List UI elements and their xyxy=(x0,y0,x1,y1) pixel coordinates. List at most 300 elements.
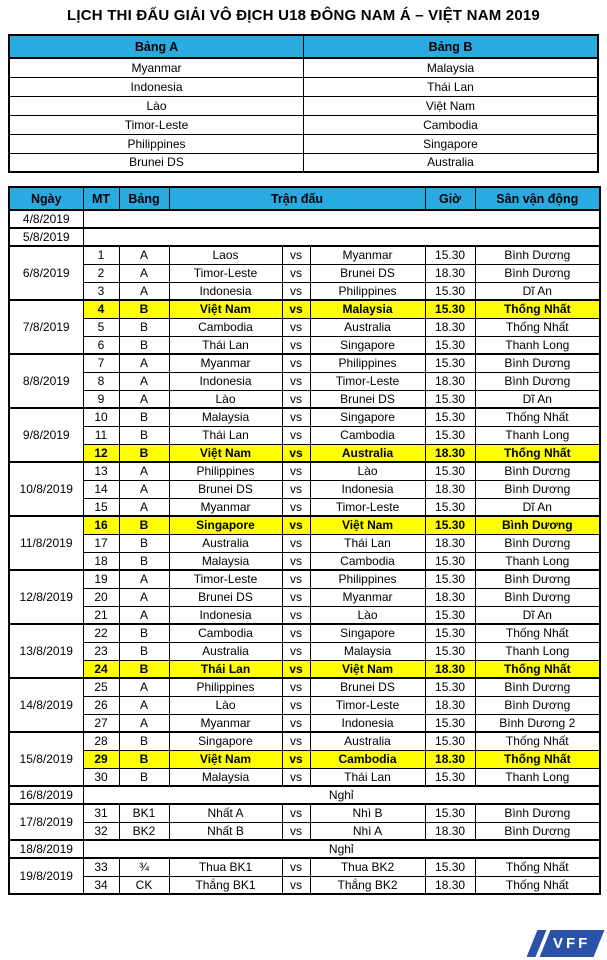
match-time-cell: 15.30 xyxy=(425,606,475,624)
venue-cell: Bình Dương xyxy=(475,588,600,606)
vs-label-cell: vs xyxy=(282,462,310,480)
match-row xyxy=(9,660,600,678)
match-number-cell: 13 xyxy=(83,462,119,480)
home-team-cell: Nhất B xyxy=(169,822,282,840)
match-number-cell: 15 xyxy=(83,498,119,516)
away-team-cell: Indonesia xyxy=(310,714,425,732)
match-row xyxy=(9,732,600,750)
home-team-cell: Thắng BK1 xyxy=(169,876,282,894)
group-a-team: Lào xyxy=(9,96,304,115)
venue-cell: Bình Dương xyxy=(475,480,600,498)
match-number-cell: 8 xyxy=(83,372,119,390)
away-team-cell: Cambodia xyxy=(310,552,425,570)
away-team-cell: Indonesia xyxy=(310,480,425,498)
match-time-cell: 15.30 xyxy=(425,408,475,426)
date-cell: 7/8/2019 xyxy=(9,300,83,354)
match-group-cell: B xyxy=(119,642,169,660)
date-cell: 16/8/2019 xyxy=(9,786,83,804)
group-header-b: Bảng B xyxy=(304,35,599,58)
page-title: LỊCH THI ĐẤU GIẢI VÔ ĐỊCH U18 ĐÔNG NAM Á – VIỆT NAM 2019 xyxy=(67,7,540,24)
match-group-cell: BK2 xyxy=(119,822,169,840)
home-team-cell: Brunei DS xyxy=(169,588,282,606)
date-cell: 13/8/2019 xyxy=(9,624,83,678)
match-group-cell: B xyxy=(119,336,169,354)
away-team-cell: Singapore xyxy=(310,624,425,642)
venue-cell: Thống Nhất xyxy=(475,750,600,768)
home-team-cell: Laos xyxy=(169,246,282,264)
match-time-cell: 18.30 xyxy=(425,750,475,768)
away-team-cell: Malaysia xyxy=(310,300,425,318)
vs-label-cell: vs xyxy=(282,498,310,516)
away-team-cell: Việt Nam xyxy=(310,660,425,678)
vff-logo-flag xyxy=(540,930,605,957)
away-team-cell: Australia xyxy=(310,732,425,750)
venue-cell: Thanh Long xyxy=(475,426,600,444)
match-number-cell: 3 xyxy=(83,282,119,300)
match-row xyxy=(9,390,600,408)
match-time-cell: 15.30 xyxy=(425,858,475,876)
vs-label-cell: vs xyxy=(282,804,310,822)
home-team-cell: Australia xyxy=(169,642,282,660)
home-team-cell: Australia xyxy=(169,534,282,552)
group-a-team: Brunei DS xyxy=(9,153,304,172)
vs-label-cell: vs xyxy=(282,768,310,786)
schedule-table xyxy=(8,186,601,895)
group-b-team: Việt Nam xyxy=(304,96,599,115)
venue-cell: Bình Dương xyxy=(475,372,600,390)
away-team-cell: Lào xyxy=(310,606,425,624)
venue-cell: Dĩ An xyxy=(475,390,600,408)
group-b-team: Australia xyxy=(304,153,599,172)
match-time-cell: 15.30 xyxy=(425,516,475,534)
match-time-cell: 15.30 xyxy=(425,552,475,570)
home-team-cell: Thái Lan xyxy=(169,426,282,444)
match-row xyxy=(9,516,600,534)
match-number-cell: 5 xyxy=(83,318,119,336)
venue-cell: Dĩ An xyxy=(475,606,600,624)
match-time-cell: 18.30 xyxy=(425,822,475,840)
venue-cell: Bình Dương xyxy=(475,354,600,372)
away-team-cell: Philippines xyxy=(310,570,425,588)
rest-note-cell: Nghỉ xyxy=(83,840,600,858)
vs-label-cell: vs xyxy=(282,480,310,498)
venue-cell: Thống Nhất xyxy=(475,732,600,750)
match-time-cell: 15.30 xyxy=(425,768,475,786)
date-cell: 15/8/2019 xyxy=(9,732,83,786)
date-cell: 10/8/2019 xyxy=(9,462,83,516)
match-number-cell: 33 xyxy=(83,858,119,876)
away-team-cell: Thua BK2 xyxy=(310,858,425,876)
home-team-cell: Lào xyxy=(169,696,282,714)
vs-label-cell: vs xyxy=(282,714,310,732)
match-number-cell: 11 xyxy=(83,426,119,444)
match-number-cell: 29 xyxy=(83,750,119,768)
home-team-cell: Thái Lan xyxy=(169,336,282,354)
home-team-cell: Philippines xyxy=(169,678,282,696)
vs-label-cell: vs xyxy=(282,516,310,534)
match-row xyxy=(9,264,600,282)
match-time-cell: 15.30 xyxy=(425,732,475,750)
match-group-cell: CK xyxy=(119,876,169,894)
venue-cell: Thống Nhất xyxy=(475,660,600,678)
match-row xyxy=(9,282,600,300)
vs-label-cell: vs xyxy=(282,858,310,876)
match-time-cell: 18.30 xyxy=(425,444,475,462)
match-time-cell: 18.30 xyxy=(425,660,475,678)
home-team-cell: Brunei DS xyxy=(169,480,282,498)
group-b-team: Singapore xyxy=(304,134,599,153)
away-team-cell: Philippines xyxy=(310,282,425,300)
vs-label-cell: vs xyxy=(282,282,310,300)
empty-day-cell xyxy=(83,210,600,228)
match-number-cell: 31 xyxy=(83,804,119,822)
match-time-cell: 15.30 xyxy=(425,282,475,300)
match-number-cell: 1 xyxy=(83,246,119,264)
venue-cell: Thống Nhất xyxy=(475,876,600,894)
match-time-cell: 18.30 xyxy=(425,372,475,390)
match-row xyxy=(9,552,600,570)
venue-cell: Dĩ An xyxy=(475,282,600,300)
venue-cell: Bình Dương xyxy=(475,516,600,534)
empty-day-cell xyxy=(83,228,600,246)
venue-cell: Thanh Long xyxy=(475,552,600,570)
date-cell: 11/8/2019 xyxy=(9,516,83,570)
vs-label-cell: vs xyxy=(282,624,310,642)
home-team-cell: Malaysia xyxy=(169,552,282,570)
vs-label-cell: vs xyxy=(282,300,310,318)
vs-label-cell: vs xyxy=(282,318,310,336)
match-group-cell: A xyxy=(119,570,169,588)
groups-header-row xyxy=(9,35,598,58)
match-group-cell: A xyxy=(119,390,169,408)
venue-cell: Bình Dương xyxy=(475,246,600,264)
away-team-cell: Cambodia xyxy=(310,750,425,768)
match-row xyxy=(9,822,600,840)
match-number-cell: 24 xyxy=(83,660,119,678)
away-team-cell: Nhì B xyxy=(310,804,425,822)
match-group-cell: A xyxy=(119,264,169,282)
date-cell: 6/8/2019 xyxy=(9,246,83,300)
match-row xyxy=(9,696,600,714)
away-team-cell: Lào xyxy=(310,462,425,480)
vs-label-cell: vs xyxy=(282,372,310,390)
away-team-cell: Malaysia xyxy=(310,642,425,660)
home-team-cell: Myanmar xyxy=(169,714,282,732)
group-teams-row xyxy=(9,115,598,134)
match-number-cell: 22 xyxy=(83,624,119,642)
groups-table-body xyxy=(9,58,598,172)
away-team-cell: Thắng BK2 xyxy=(310,876,425,894)
match-time-cell: 18.30 xyxy=(425,588,475,606)
match-group-cell: A xyxy=(119,606,169,624)
match-number-cell: 21 xyxy=(83,606,119,624)
match-row xyxy=(9,768,600,786)
header-venue: Sân vận động xyxy=(475,187,600,210)
vs-label-cell: vs xyxy=(282,408,310,426)
venue-cell: Thống Nhất xyxy=(475,624,600,642)
match-group-cell: A xyxy=(119,678,169,696)
away-team-cell: Timor-Leste xyxy=(310,372,425,390)
match-row xyxy=(9,444,600,462)
match-number-cell: 32 xyxy=(83,822,119,840)
group-teams-row xyxy=(9,96,598,115)
match-group-cell: A xyxy=(119,354,169,372)
date-cell: 8/8/2019 xyxy=(9,354,83,408)
vff-logo-text: VFF xyxy=(553,935,591,952)
rest-day-row xyxy=(9,786,600,804)
match-group-cell: B xyxy=(119,768,169,786)
venue-cell: Bình Dương xyxy=(475,678,600,696)
vs-label-cell: vs xyxy=(282,642,310,660)
match-row xyxy=(9,570,600,588)
match-row xyxy=(9,876,600,894)
venue-cell: Bình Dương xyxy=(475,534,600,552)
vs-label-cell: vs xyxy=(282,588,310,606)
vs-label-cell: vs xyxy=(282,696,310,714)
match-group-cell: A xyxy=(119,480,169,498)
group-b-team: Cambodia xyxy=(304,115,599,134)
venue-cell: Thống Nhất xyxy=(475,318,600,336)
match-time-cell: 18.30 xyxy=(425,696,475,714)
venue-cell: Bình Dương xyxy=(475,570,600,588)
match-row xyxy=(9,462,600,480)
vs-label-cell: vs xyxy=(282,534,310,552)
venue-cell: Thống Nhất xyxy=(475,444,600,462)
venue-cell: Bình Dương xyxy=(475,696,600,714)
away-team-cell: Timor-Leste xyxy=(310,696,425,714)
match-row xyxy=(9,858,600,876)
vs-label-cell: vs xyxy=(282,390,310,408)
match-group-cell: B xyxy=(119,318,169,336)
match-group-cell: A xyxy=(119,696,169,714)
group-teams-row xyxy=(9,134,598,153)
match-number-cell: 17 xyxy=(83,534,119,552)
vs-label-cell: vs xyxy=(282,426,310,444)
match-number-cell: 34 xyxy=(83,876,119,894)
match-row xyxy=(9,678,600,696)
match-group-cell: ¾ xyxy=(119,858,169,876)
match-row xyxy=(9,480,600,498)
group-b-team: Thái Lan xyxy=(304,77,599,96)
match-time-cell: 18.30 xyxy=(425,876,475,894)
home-team-cell: Indonesia xyxy=(169,606,282,624)
match-group-cell: B xyxy=(119,660,169,678)
venue-cell: Thống Nhất xyxy=(475,408,600,426)
match-number-cell: 26 xyxy=(83,696,119,714)
venue-cell: Thống Nhất xyxy=(475,300,600,318)
away-team-cell: Singapore xyxy=(310,408,425,426)
header-mt: MT xyxy=(83,187,119,210)
venue-cell: Bình Dương xyxy=(475,822,600,840)
match-group-cell: A xyxy=(119,588,169,606)
match-group-cell: BK1 xyxy=(119,804,169,822)
date-cell: 12/8/2019 xyxy=(9,570,83,624)
match-row xyxy=(9,372,600,390)
header-date: Ngày xyxy=(9,187,83,210)
match-group-cell: B xyxy=(119,624,169,642)
date-cell: 19/8/2019 xyxy=(9,858,83,894)
match-row xyxy=(9,714,600,732)
match-number-cell: 18 xyxy=(83,552,119,570)
match-time-cell: 15.30 xyxy=(425,498,475,516)
away-team-cell: Timor-Leste xyxy=(310,498,425,516)
match-number-cell: 20 xyxy=(83,588,119,606)
match-time-cell: 15.30 xyxy=(425,426,475,444)
date-cell: 17/8/2019 xyxy=(9,804,83,840)
date-cell: 18/8/2019 xyxy=(9,840,83,858)
match-time-cell: 15.30 xyxy=(425,642,475,660)
home-team-cell: Nhất A xyxy=(169,804,282,822)
group-teams-row xyxy=(9,77,598,96)
date-cell: 14/8/2019 xyxy=(9,678,83,732)
venue-cell: Thống Nhất xyxy=(475,858,600,876)
home-team-cell: Myanmar xyxy=(169,354,282,372)
rest-note-cell: Nghỉ xyxy=(83,786,600,804)
venue-cell: Bình Dương xyxy=(475,462,600,480)
match-group-cell: B xyxy=(119,552,169,570)
group-header-a: Bảng A xyxy=(9,35,304,58)
away-team-cell: Việt Nam xyxy=(310,516,425,534)
vs-label-cell: vs xyxy=(282,750,310,768)
match-row xyxy=(9,426,600,444)
match-row xyxy=(9,336,600,354)
match-time-cell: 15.30 xyxy=(425,678,475,696)
match-group-cell: A xyxy=(119,498,169,516)
schedule-table-body xyxy=(9,210,600,894)
venue-cell: Bình Dương xyxy=(475,804,600,822)
match-time-cell: 18.30 xyxy=(425,534,475,552)
match-group-cell: B xyxy=(119,732,169,750)
match-number-cell: 19 xyxy=(83,570,119,588)
match-time-cell: 15.30 xyxy=(425,300,475,318)
groups-table xyxy=(8,34,599,173)
match-row xyxy=(9,354,600,372)
match-row xyxy=(9,318,600,336)
schedule-header-row xyxy=(9,187,600,210)
home-team-cell: Singapore xyxy=(169,516,282,534)
away-team-cell: Brunei DS xyxy=(310,390,425,408)
date-cell: 5/8/2019 xyxy=(9,228,83,246)
home-team-cell: Philippines xyxy=(169,462,282,480)
match-time-cell: 15.30 xyxy=(425,336,475,354)
match-number-cell: 16 xyxy=(83,516,119,534)
vs-label-cell: vs xyxy=(282,732,310,750)
away-team-cell: Thái Lan xyxy=(310,768,425,786)
home-team-cell: Indonesia xyxy=(169,372,282,390)
groups-table-header xyxy=(9,35,598,58)
venue-cell: Bình Dương 2 xyxy=(475,714,600,732)
vff-logo xyxy=(532,930,599,957)
away-team-cell: Myanmar xyxy=(310,588,425,606)
match-row xyxy=(9,300,600,318)
match-time-cell: 15.30 xyxy=(425,624,475,642)
match-time-cell: 15.30 xyxy=(425,354,475,372)
away-team-cell: Australia xyxy=(310,318,425,336)
vs-label-cell: vs xyxy=(282,606,310,624)
vs-label-cell: vs xyxy=(282,336,310,354)
home-team-cell: Lào xyxy=(169,390,282,408)
group-b-team: Malaysia xyxy=(304,58,599,77)
away-team-cell: Thái Lan xyxy=(310,534,425,552)
home-team-cell: Malaysia xyxy=(169,768,282,786)
match-group-cell: B xyxy=(119,534,169,552)
match-row xyxy=(9,246,600,264)
venue-cell: Thanh Long xyxy=(475,642,600,660)
vs-label-cell: vs xyxy=(282,354,310,372)
home-team-cell: Timor-Leste xyxy=(169,264,282,282)
match-time-cell: 15.30 xyxy=(425,390,475,408)
home-team-cell: Cambodia xyxy=(169,318,282,336)
vs-label-cell: vs xyxy=(282,678,310,696)
match-time-cell: 18.30 xyxy=(425,318,475,336)
home-team-cell: Việt Nam xyxy=(169,444,282,462)
match-number-cell: 25 xyxy=(83,678,119,696)
venue-cell: Bình Dương xyxy=(475,264,600,282)
match-group-cell: B xyxy=(119,300,169,318)
match-group-cell: B xyxy=(119,750,169,768)
away-team-cell: Myanmar xyxy=(310,246,425,264)
vs-label-cell: vs xyxy=(282,246,310,264)
header-time: Giờ xyxy=(425,187,475,210)
group-a-team: Indonesia xyxy=(9,77,304,96)
match-group-cell: A xyxy=(119,282,169,300)
match-row xyxy=(9,642,600,660)
vs-label-cell: vs xyxy=(282,570,310,588)
home-team-cell: Timor-Leste xyxy=(169,570,282,588)
away-team-cell: Singapore xyxy=(310,336,425,354)
home-team-cell: Indonesia xyxy=(169,282,282,300)
home-team-cell: Myanmar xyxy=(169,498,282,516)
match-row xyxy=(9,606,600,624)
match-group-cell: A xyxy=(119,714,169,732)
match-time-cell: 18.30 xyxy=(425,480,475,498)
match-group-cell: A xyxy=(119,462,169,480)
vs-label-cell: vs xyxy=(282,444,310,462)
home-team-cell: Cambodia xyxy=(169,624,282,642)
match-row xyxy=(9,408,600,426)
group-a-team: Philippines xyxy=(9,134,304,153)
rest-day-row xyxy=(9,840,600,858)
group-teams-row xyxy=(9,58,598,77)
match-number-cell: 7 xyxy=(83,354,119,372)
home-team-cell: Singapore xyxy=(169,732,282,750)
venue-cell: Dĩ An xyxy=(475,498,600,516)
match-group-cell: B xyxy=(119,516,169,534)
match-row xyxy=(9,534,600,552)
match-group-cell: A xyxy=(119,372,169,390)
away-team-cell: Australia xyxy=(310,444,425,462)
date-cell: 4/8/2019 xyxy=(9,210,83,228)
vs-label-cell: vs xyxy=(282,822,310,840)
match-number-cell: 10 xyxy=(83,408,119,426)
home-team-cell: Việt Nam xyxy=(169,750,282,768)
match-time-cell: 15.30 xyxy=(425,714,475,732)
away-team-cell: Brunei DS xyxy=(310,264,425,282)
match-number-cell: 28 xyxy=(83,732,119,750)
home-team-cell: Thái Lan xyxy=(169,660,282,678)
match-row xyxy=(9,750,600,768)
group-a-team: Myanmar xyxy=(9,58,304,77)
away-team-cell: Philippines xyxy=(310,354,425,372)
venue-cell: Thanh Long xyxy=(475,336,600,354)
away-team-cell: Cambodia xyxy=(310,426,425,444)
venue-cell: Thanh Long xyxy=(475,768,600,786)
match-row xyxy=(9,624,600,642)
match-number-cell: 12 xyxy=(83,444,119,462)
match-number-cell: 14 xyxy=(83,480,119,498)
match-number-cell: 27 xyxy=(83,714,119,732)
home-team-cell: Việt Nam xyxy=(169,300,282,318)
